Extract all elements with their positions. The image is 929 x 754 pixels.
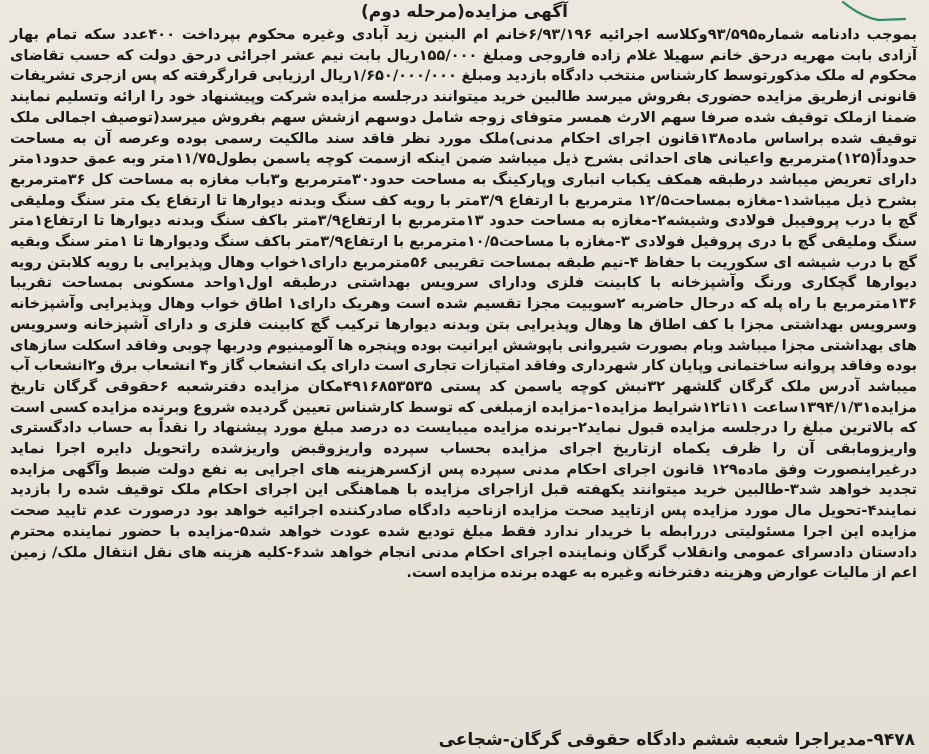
notice-body: بموجب دادنامه شماره۹۳/۵۹۵وکلاسه اجرائیه ۶/۹۳/۱۹۶خانم ام البنین زید آبادی وغیره محکوم بپرداخت ۴۰۰عدد سکه تمام بهار آزادی بابت مهریه درحق خانم سهیلا غلام زاده فاروجی ومبلغ ۱۵۵/۰۰۰ریال بابت نیم عشر اجرائی درحق دولت که حسب تقاضای محکوم له ملک مذکورتوسط کارشناس منتخب دادگاه بازدید ومبلغ ۱/۶۵۰/۰۰۰/۰۰۰ریال ارزیابی قرارگرفته که پس ازجری تشریفات قانونی ازطریق مزایده حضوری بفروش میرسد طالبین خرید میتوانند درجلسه مزایده شرکت وپیشنهاد خود را ارائه وتسلیم نمایند ضمنا ازملک توقیف شده صرفا سهم الارث همسر متوفای زوجه شامل دوسهم ازشش سهم بفروش میرسد(توصیف اجمالی ملک توقیف شده براساس ماده۱۳۸قانون اجرای احکام مدنی)ملک مورد نظر فاقد سند مالکیت رسمی بوده وعرصه آن به مساحت حدوداً(۱۲۵)مترمربع واعیانی های احداثی بشرح ذیل میباشد ضمن اینکه ازسمت کوچه یاسمن بطول۱۱/۷۵متر وبه عمق حدود۱متر دارای تعریض میباشد درطبقه همکف یکباب انباری وپارکینگ به مساحت حدود۳۰مترمربع و۳باب مغازه به مساحت کل ۳۶مترمربع بشرح ذیل میباشد۱-مغازه بمساحت۱۲/۵ مترمربع با ارتفاع ۳/۹متر با رویه کف سنگ وبدنه دیوارها تا ارتفاع یک متر سنگ وملیقی گچ با درب پروفیبل فولادی وشیشه۲-مغازه به مساحت حدود ۱۳مترمربع با ارتفاع۳/۹متر باکف سنگ وبدنه دیوارها تا ارتفاع۱متر سنگ وملیقی گچ با دری پروفیل فولادی ۳-مغازه با مساحت۱۰/۵مترمربع با ارتفاع۳/۹متر باکف سنگ ودیوارها تا ۱متر سنگ وبقیه گچ با درب شیشه ای سکوریت با حفاظ ۴-نیم طبقه بمساحت تقریبی ۵۶مترمربع دارای۱خواب وهال وپذیرایی با رویه کلابتن رویه دیوارها گچکاری ورنگ وآشپزخانه با کابینت فلزی ودارای سرویس بهداشتی درطبقه اول۱واحد مسکونی بمساحت تقریبا ۱۳۶مترمربع با راه پله که درحال حاضربه ۲سوییت مجزا تقسیم شده است وهریک دارای۱ اطاق خواب وهال وپذیرایی وآشپزخانه وسرویس بهداشتی مجزا با کف اطاق ها وهال وپذیرایی بتن وبدنه دیوارها ترکیب گچ کابینت فلزی و دارای آشپزخانه وسرویس های بهداشتی مجزا میباشد وبام بصورت شیروانی باپوشش ایرانیت بوده وپنجره ها آلومینیوم ودربها چوبی وفاقد اسکلت سازهای بوده وفاقد پروانه ساختمانی وپایان کار شهرداری وفاقد امتیازات تجاری است دارای یک انشعاب گاز و۴ انشعاب برق و۲انشعاب آب میباشد آدرس ملک گرگان گلشهر ۳۲نبش کوچه یاسمن کد پستی ۴۹۱۶۸۵۳۵۳۵مکان مزایده دفترشعبه ۶حقوقی گرگان تاریخ مزایده۱۳۹۴/۱/۳۱ساعت ۱۱تا۱۲شرایط مزایده۱-مزایده ازمبلغی که توسط کارشناس تعیین گردیده شروع وبرنده مزایده کسی است که بالاترین مبلغ را درجلسه مزایده قبول نماید۲-برنده مزایده میبایست ده درصد مبلغ مورد پیشنهاد را نقداً به حساب دادگستری واریزومابقی آن را ظرف یکماه ازتاریخ اجرای مزایده بحساب سپرده واریزوقبض واریزشده راتحویل دایره اجرا نماید درغیراینصورت وفق ماده۱۲۹ قانون اجرای احکام مدنی سپرده پس ازکسرهزینه های اجرایی به نفع دولت ضبط وآگهی مزایده تجدید خواهد شد۳-طالبین خرید میتوانند یکهفته قبل ازاجرای مزایده با هماهنگی این اجرای احکام ملک توقیف شده را بازدید نمایند۴-تحویل مال مورد مزایده پس ازتایید صحت مزایده ازناحیه دادگاه صادرکننده اجرائیه خواهد بود درصورت عدم تایید صحت مزایده این اجرا مسئولیتی دررابطه با خریدار ندارد فقط مبلغ تودیع شده عودت خواهد شد۵-مزایده با حضور نماینده محترم دادستان دادسرای عمومی وانقلاب گرگان ونماینده اجرای احکام مدنی انجام خواهد شد۶-کلیه هزینه های نقل انتقال ملک/ زمین اعم از مالیات عوارض وهزینه دفترخانه وغیره به عهده برنده مزایده است. (10, 26, 918, 582)
notice-title: آگهی مزایده(مرحله دوم) (360, 2, 569, 22)
notice-signature: ۹۴۷۸-مدیراجرا شعبه ششم دادگاه حقوقی گرگان-شجاعی (438, 730, 915, 750)
corner-brush-mark (839, 0, 909, 22)
